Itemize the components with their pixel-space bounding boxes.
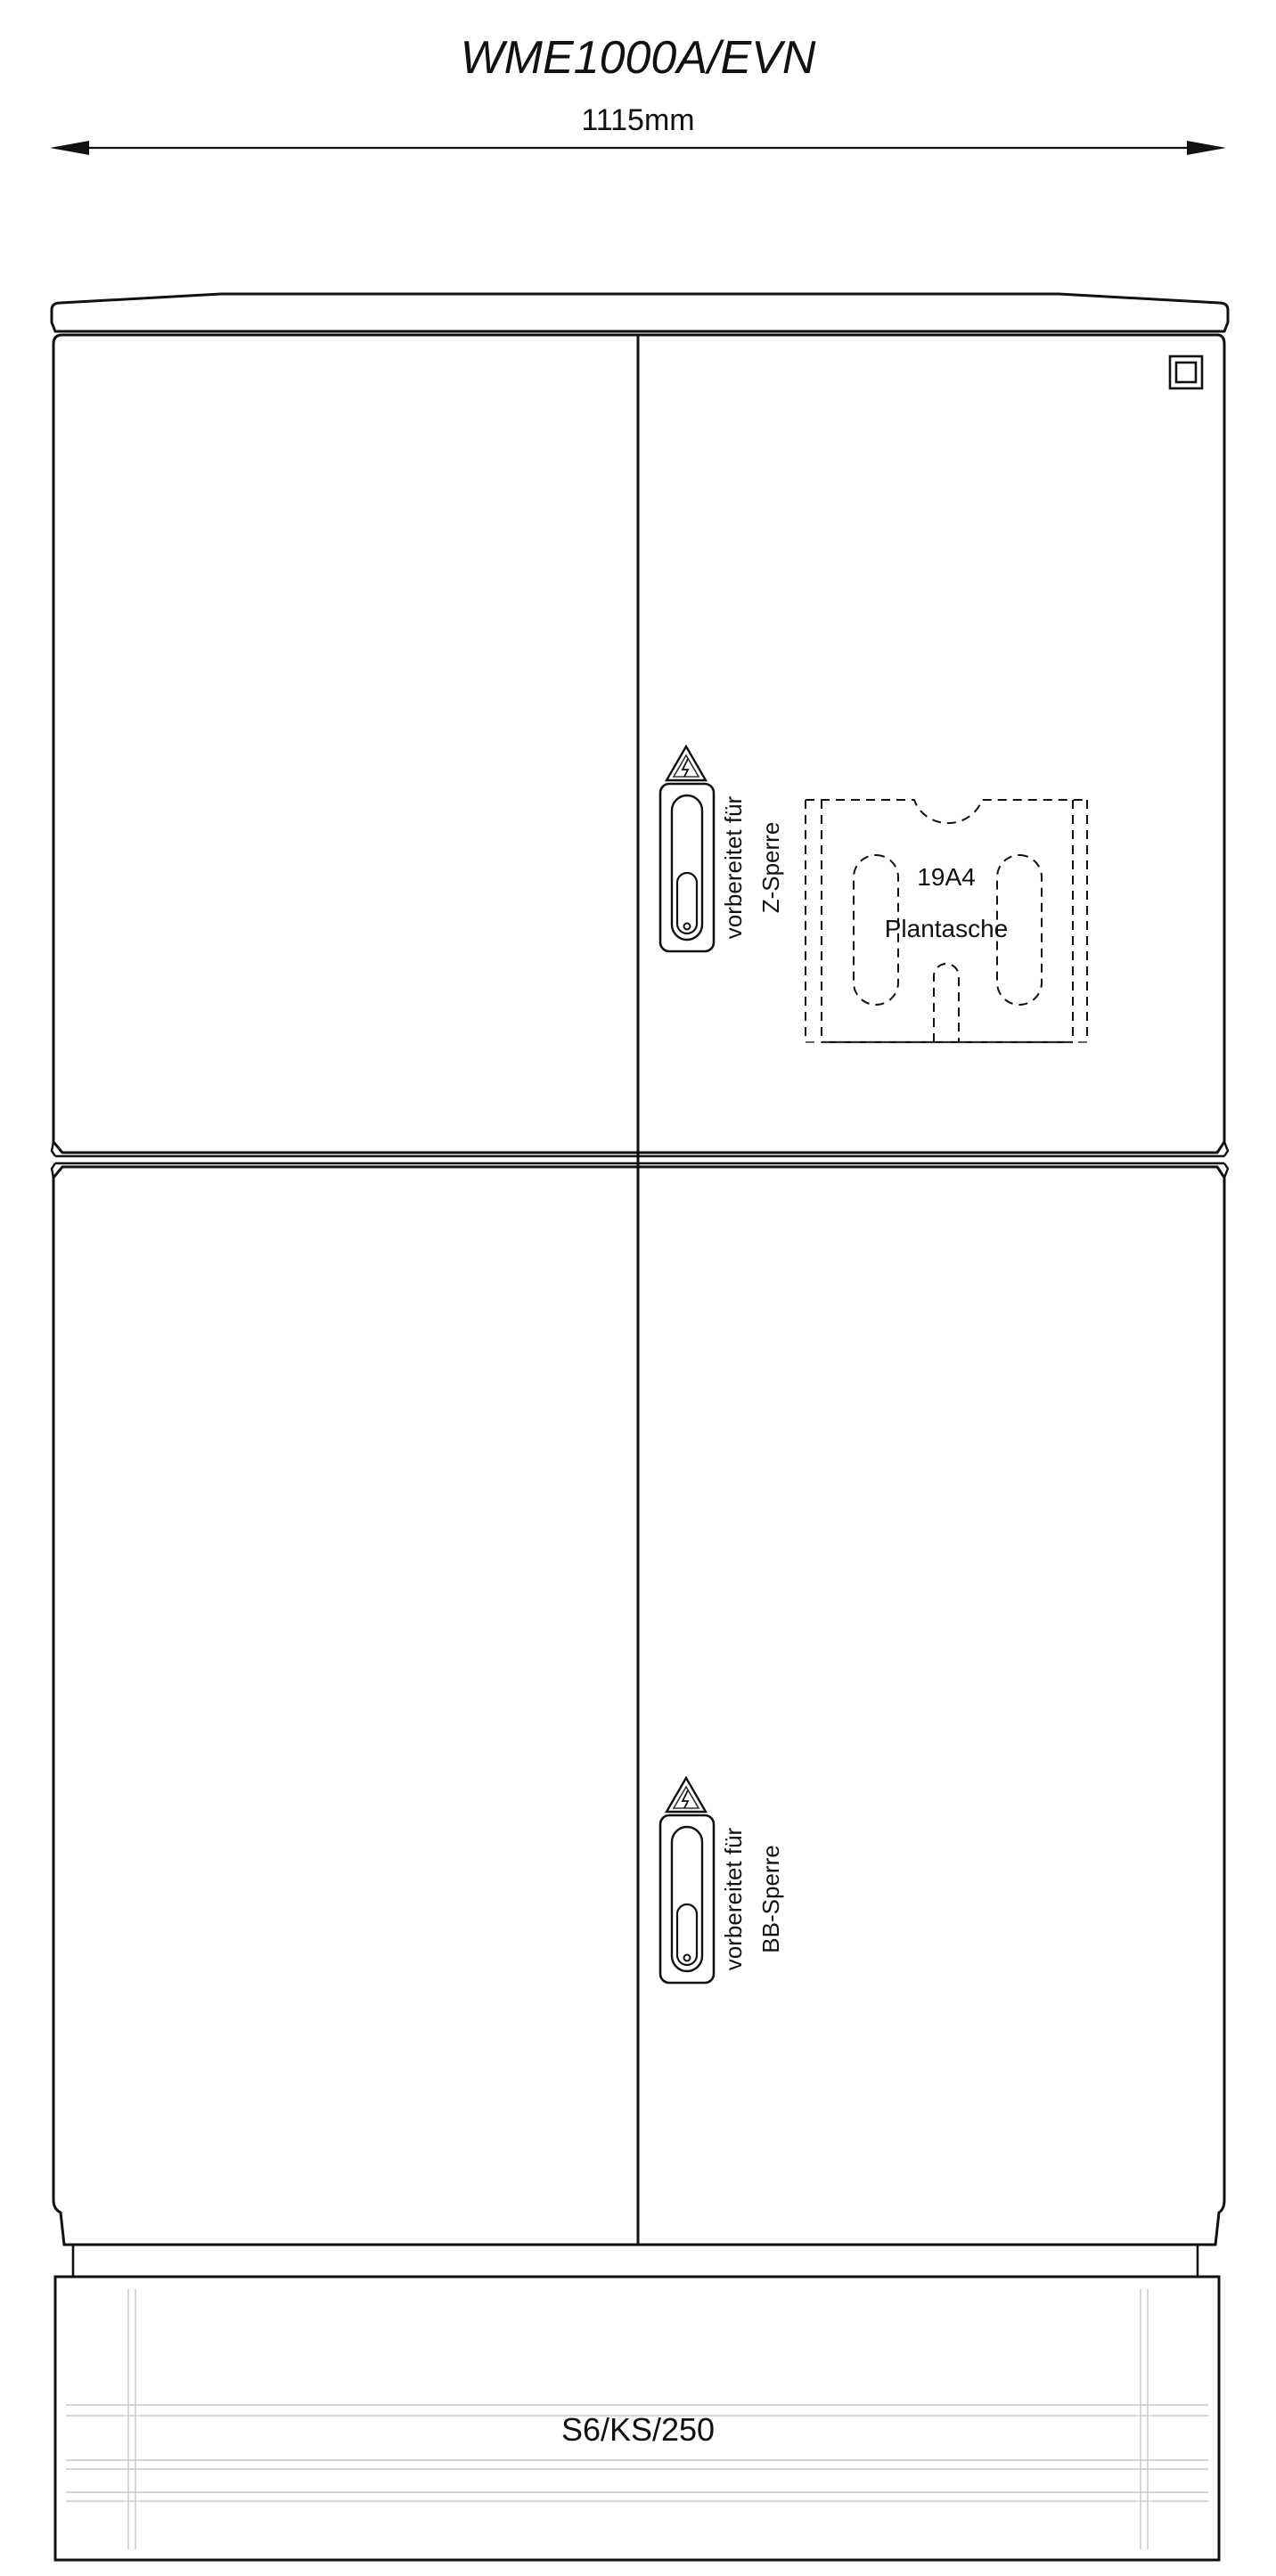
upper-handle-assembly <box>660 746 784 951</box>
upper-warning-triangle-icon <box>667 746 706 780</box>
plinth-band <box>73 2245 1198 2277</box>
lower-handle-assembly <box>660 1778 784 1983</box>
lower-door-handle[interactable] <box>660 1815 714 1983</box>
upper-note-line2: Z-Sperre <box>757 821 784 914</box>
plan-pocket-size: 19A4 <box>917 863 976 891</box>
base-box <box>55 2277 1219 2560</box>
middle-seam <box>52 1142 1228 1178</box>
width-dimension <box>50 103 1226 155</box>
dimension-arrow-right <box>1187 141 1226 155</box>
drawing-title: WME1000A/EVN <box>460 32 816 84</box>
lower-note-line1: vorbereitet für <box>720 1827 747 1971</box>
width-dimension-label: 1115mm <box>581 103 695 137</box>
upper-note-line1: vorbereitet für <box>720 795 747 940</box>
plan-pocket-label: Plantasche <box>884 915 1009 942</box>
dimension-arrow-left <box>50 141 89 155</box>
upper-door-handle[interactable] <box>660 784 714 951</box>
base-label: S6/KS/250 <box>560 2411 716 2448</box>
lower-note-line2: BB-Sperre <box>757 1845 784 1953</box>
plan-pocket <box>806 800 1087 1042</box>
lower-warning-triangle-icon <box>667 1778 706 1812</box>
corner-square-icon <box>1170 356 1202 388</box>
cabinet-roof <box>52 294 1228 331</box>
